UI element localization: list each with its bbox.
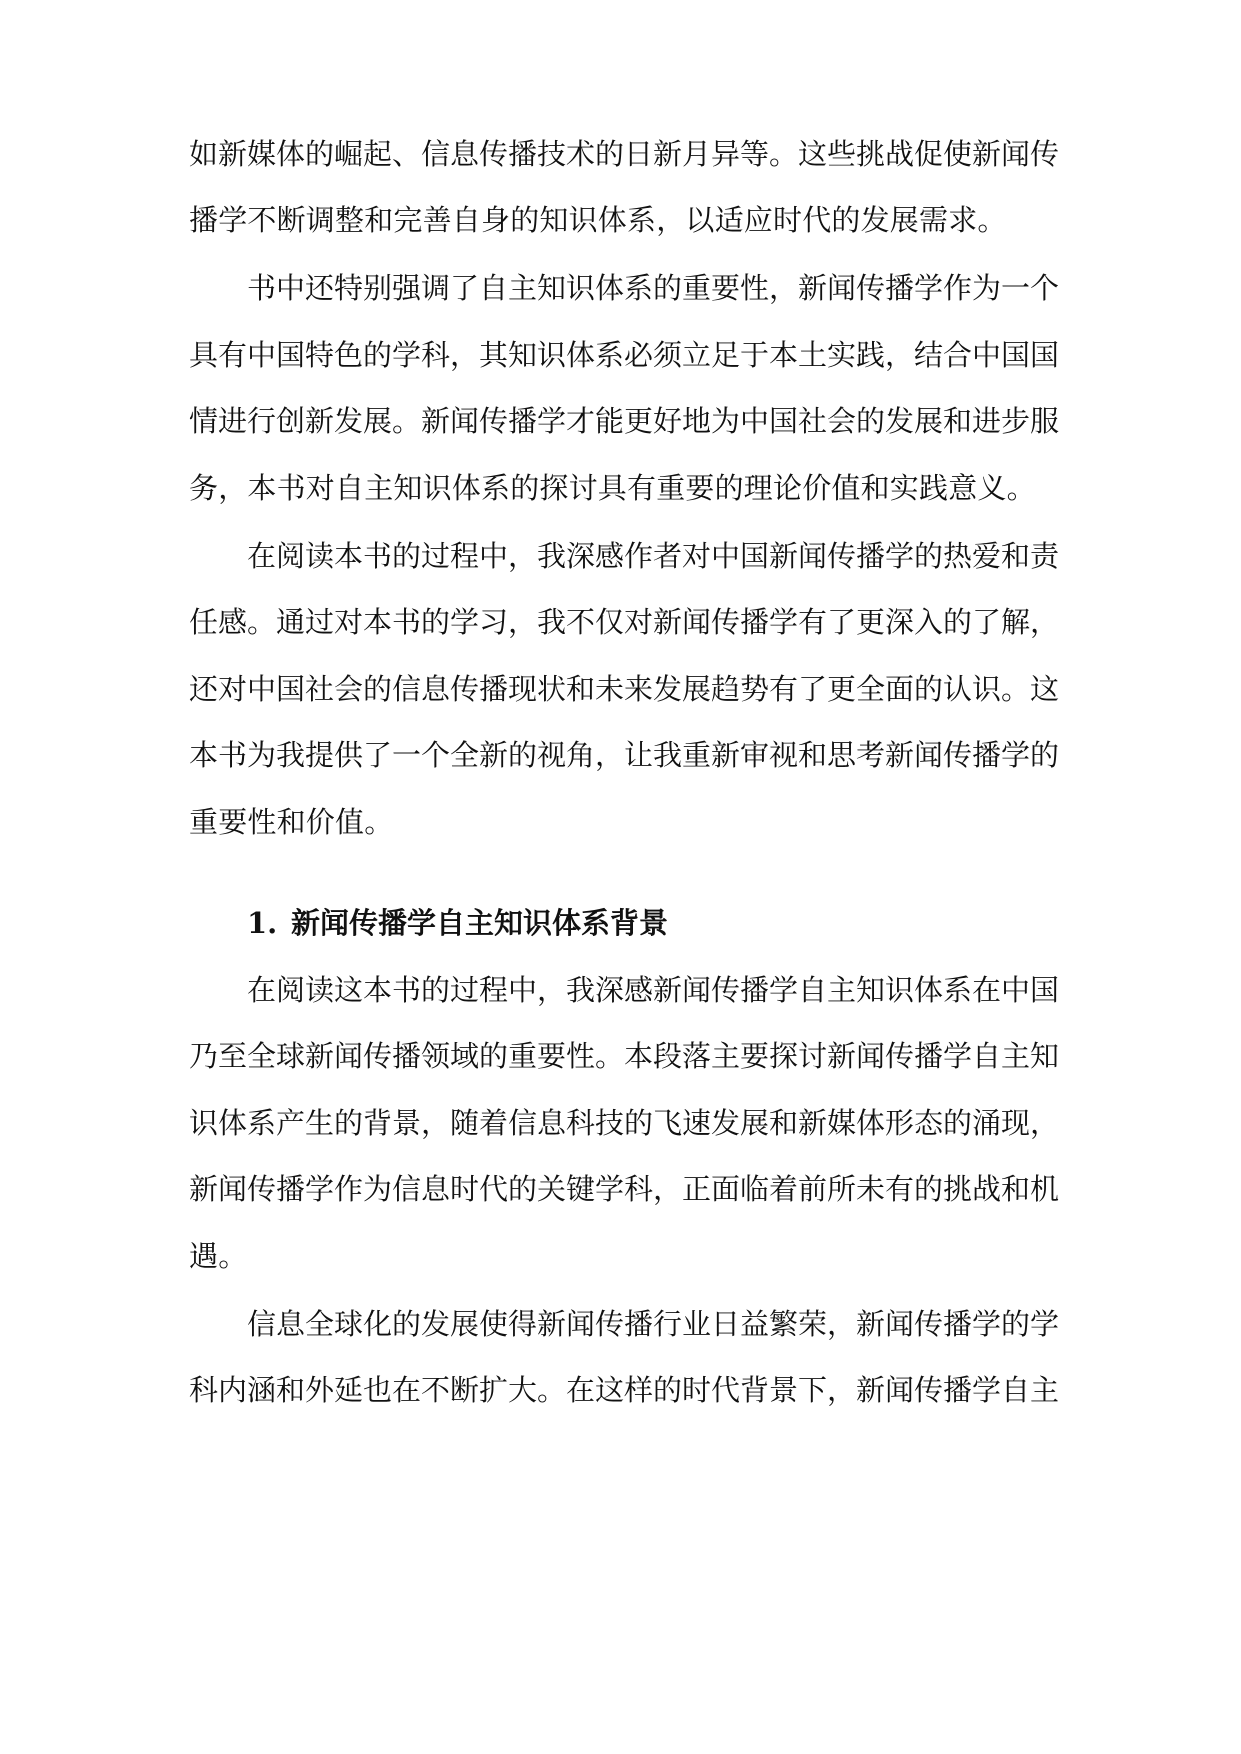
text-line: 书中还特别强调了自主知识体系的重要性，新闻传播学作为一个 (247, 271, 1060, 305)
text-line: 在阅读这本书的过程中，我深感新闻传播学自主知识体系在中国 (247, 973, 1060, 1007)
text-line: 本书为我提供了一个全新的视角，让我重新审视和思考新闻传播学的 (189, 738, 1060, 772)
section-heading (247, 903, 1059, 943)
text-line: 务，本书对自主知识体系的探讨具有重要的理论价值和实践意义。 (189, 471, 1036, 505)
text-line: 任感。通过对本书的学习，我不仅对新闻传播学有了更深入的了解， (189, 605, 1060, 639)
text-line: 重要性和价值。 (189, 805, 394, 839)
section-number: 1. (247, 906, 278, 940)
text-line: 具有中国特色的学科，其知识体系必须立足于本土实践，结合中国国 (189, 338, 1060, 372)
text-line: 还对中国社会的信息传播现状和未来发展趋势有了更全面的认识。这 (189, 672, 1060, 706)
text-line: 乃至全球新闻传播领域的重要性。本段落主要探讨新闻传播学自主知 (189, 1039, 1060, 1073)
text-line: 播学不断调整和完善自身的知识体系，以适应时代的发展需求。 (189, 203, 1007, 237)
text-line: 如新媒体的崛起、信息传播技术的日新月异等。这些挑战促使新闻传 (189, 137, 1060, 171)
text-line: 在阅读本书的过程中，我深感作者对中国新闻传播学的热爱和责 (247, 539, 1060, 573)
section-title: 新闻传播学自主知识体系背景 (291, 906, 669, 940)
text-line: 信息全球化的发展使得新闻传播行业日益繁荣，新闻传播学的学 (247, 1307, 1060, 1341)
text-line: 新闻传播学作为信息时代的关键学科，正面临着前所未有的挑战和机 (189, 1172, 1060, 1206)
text-line: 识体系产生的背景，随着信息科技的飞速发展和新媒体形态的涌现， (189, 1106, 1060, 1140)
text-line: 情进行创新发展。新闻传播学才能更好地为中国社会的发展和进步服 (189, 404, 1060, 438)
text-line: 遇。 (189, 1239, 248, 1273)
text-line: 科内涵和外延也在不断扩大。在这样的时代背景下，新闻传播学自主 (189, 1373, 1060, 1407)
